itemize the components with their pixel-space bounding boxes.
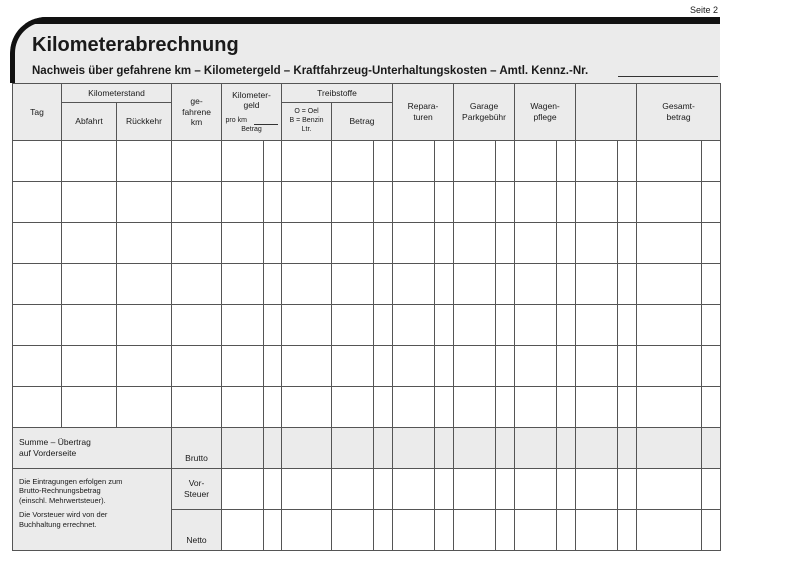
summe-line1: Summe – Übertrag [19,437,91,448]
entry-cell[interactable] [637,305,702,346]
garage-line2: Parkgebühr [462,112,506,122]
entry-cell[interactable] [515,182,557,223]
entry-cell[interactable] [393,182,435,223]
vorsteuer-cell[interactable] [435,469,454,510]
entry-cell[interactable] [282,141,332,182]
table-row [13,387,721,428]
entry-cell[interactable] [374,141,393,182]
entry-cell[interactable] [637,141,702,182]
summe-uebertrag [13,428,172,469]
entry-cell[interactable] [576,387,618,428]
entry-cell[interactable] [435,182,454,223]
vorsteuer-cell[interactable] [454,469,496,510]
entry-cell[interactable] [62,264,117,305]
gefahrene-km-line1: ge- [190,96,203,107]
note1-line2: Brutto-Rechnungsbetrag [19,486,101,496]
entry-cell[interactable] [172,182,222,223]
entry-cell[interactable] [576,264,618,305]
table-row [13,182,721,223]
entry-cell[interactable] [435,141,454,182]
entry-cell[interactable] [332,346,374,387]
kilometergeld-betrag-label: Betrag [241,126,262,134]
entry-cell[interactable] [172,223,222,264]
netto-cell[interactable] [393,510,435,551]
netto-label: Netto [186,535,207,546]
entry-cell[interactable] [496,141,515,182]
entry-cell[interactable] [282,223,332,264]
entry-cell[interactable] [557,346,576,387]
entry-cell[interactable] [393,387,435,428]
entry-cell[interactable] [332,387,374,428]
vorsteuer-line2: Steuer [183,489,210,499]
col-rueckkehr [117,103,172,141]
entry-cell[interactable] [618,264,637,305]
entry-cell[interactable] [172,264,222,305]
treibstoffe-code-benzin: B = Benzin [289,117,324,125]
col-treibstoffe-codes [282,103,332,141]
sum-cell[interactable] [435,428,454,469]
entry-cell[interactable] [117,264,172,305]
entry-cell[interactable] [13,182,62,223]
entry-cell[interactable] [454,346,496,387]
entry-cell[interactable] [62,223,117,264]
col-treibstoffe-label: Treibstoffe [317,87,357,98]
entry-cell[interactable] [393,346,435,387]
entry-cell[interactable] [618,387,637,428]
netto-label-cell [172,510,222,551]
entry-cell[interactable] [282,346,332,387]
entry-cell[interactable] [282,182,332,223]
entry-cell[interactable] [637,264,702,305]
entry-cell[interactable] [222,387,264,428]
treibstoffe-code-ltr: Ltr. [301,125,312,133]
entry-cell[interactable] [222,305,264,346]
entry-cell[interactable] [117,223,172,264]
entry-cell[interactable] [515,387,557,428]
entry-cell[interactable] [62,387,117,428]
header-bar [10,17,720,24]
entry-cell[interactable] [374,305,393,346]
entry-cell[interactable] [332,305,374,346]
entry-cell[interactable] [435,223,454,264]
entry-cell[interactable] [557,305,576,346]
entry-cell[interactable] [117,346,172,387]
netto-cell[interactable] [435,510,454,551]
netto-cell[interactable] [618,510,637,551]
entry-cell[interactable] [264,387,282,428]
netto-cell[interactable] [282,510,332,551]
entry-cell[interactable] [374,223,393,264]
col-wagenpflege [515,84,576,141]
entry-cell[interactable] [222,141,264,182]
entry-cell[interactable] [172,346,222,387]
note1-line3: (einschl. Mehrwertsteuer). [19,495,106,505]
entry-cell[interactable] [515,305,557,346]
entry-cell[interactable] [62,182,117,223]
col-rueckkehr-label: Rückkehr [126,116,162,127]
kilometergeld-line2: geld [243,100,260,111]
entry-cell[interactable] [515,141,557,182]
kilometergeld-line1: Kilometer- [232,89,271,100]
vorsteuer-note [13,469,172,551]
netto-cell[interactable] [222,510,264,551]
entry-cell[interactable] [117,387,172,428]
sum-cell[interactable] [496,428,515,469]
entry-cell[interactable] [282,387,332,428]
col-abfahrt-label: Abfahrt [75,116,103,127]
entry-cell[interactable] [264,264,282,305]
col-tag-label: Tag [30,106,44,117]
entry-cell[interactable] [557,141,576,182]
entry-cell[interactable] [702,305,721,346]
note2-line1: Die Vorsteuer wird von der [19,510,108,520]
entry-cell[interactable] [13,346,62,387]
entry-cell[interactable] [222,223,264,264]
entry-cell[interactable] [576,223,618,264]
page-number: Seite 2 [689,5,718,15]
entry-cell[interactable] [13,223,62,264]
entry-cell[interactable] [222,264,264,305]
entry-cell[interactable] [618,305,637,346]
sum-cell[interactable] [557,428,576,469]
vorsteuer-cell[interactable] [332,469,374,510]
kennzeichen-input[interactable] [618,76,718,77]
kilometer-table [12,83,721,551]
col-tag [13,84,62,141]
garage-line1: Garage [469,101,499,112]
netto-cell[interactable] [515,510,557,551]
col-kilometerstand [62,84,172,103]
sum-cell[interactable] [264,428,282,469]
entry-cell[interactable] [576,346,618,387]
entry-cell[interactable] [618,346,637,387]
table-row [13,305,721,346]
entry-cell[interactable] [557,264,576,305]
sum-cell[interactable] [702,428,721,469]
entry-cell[interactable] [435,305,454,346]
entry-cell[interactable] [515,223,557,264]
netto-cell[interactable] [637,510,702,551]
sum-cell[interactable] [393,428,435,469]
netto-cell[interactable] [576,510,618,551]
brutto-label: Brutto [185,453,208,464]
entry-cell[interactable] [393,141,435,182]
vorsteuer-line1: Vor- [188,478,205,489]
entry-cell[interactable] [454,182,496,223]
entry-cell[interactable] [172,305,222,346]
col-garage [454,84,515,141]
entry-cell[interactable] [435,346,454,387]
entry-cell[interactable] [117,141,172,182]
entry-cell[interactable] [13,387,62,428]
vorsteuer-cell[interactable] [515,469,557,510]
entry-cell[interactable] [702,223,721,264]
vorsteuer-cell[interactable] [496,469,515,510]
entry-cell[interactable] [374,387,393,428]
entry-cell[interactable] [702,387,721,428]
entry-cell[interactable] [393,223,435,264]
vorsteuer-cell[interactable] [576,469,618,510]
entry-cell[interactable] [618,141,637,182]
reparaturen-line2: turen [413,112,433,122]
entry-cell[interactable] [557,182,576,223]
vorsteuer-cell[interactable] [618,469,637,510]
entry-cell[interactable] [454,387,496,428]
sum-cell[interactable] [637,428,702,469]
entry-cell[interactable] [496,346,515,387]
entry-cell[interactable] [637,182,702,223]
sum-cell[interactable] [454,428,496,469]
entry-cell[interactable] [702,346,721,387]
col-gefahrene-km [172,84,222,141]
netto-cell[interactable] [454,510,496,551]
netto-cell[interactable] [557,510,576,551]
entry-cell[interactable] [435,264,454,305]
vorsteuer-label-cell [172,469,222,510]
sum-cell[interactable] [618,428,637,469]
netto-cell[interactable] [332,510,374,551]
vorsteuer-cell[interactable] [264,469,282,510]
entry-cell[interactable] [637,387,702,428]
entry-cell[interactable] [374,182,393,223]
entry-cell[interactable] [702,141,721,182]
entry-cell[interactable] [13,305,62,346]
table-row [13,264,721,305]
sum-cell[interactable] [576,428,618,469]
brutto-label-cell [172,428,222,469]
table-row [13,141,721,182]
entry-cell[interactable] [557,387,576,428]
entry-cell[interactable] [496,305,515,346]
entry-cell[interactable] [515,264,557,305]
gefahrene-km-line3: km [190,117,203,128]
entry-cell[interactable] [264,223,282,264]
note1-line1: Die Eintragungen erfolgen zum [19,477,123,486]
entry-cell[interactable] [576,305,618,346]
entry-cell[interactable] [117,305,172,346]
pro-km-label: pro km [225,117,247,125]
entry-cell[interactable] [637,223,702,264]
col-treibstoffe [282,84,393,103]
vorsteuer-cell[interactable] [222,469,264,510]
sum-cell[interactable] [282,428,332,469]
entry-cell[interactable] [496,182,515,223]
table-row [13,223,721,264]
vorsteuer-cell[interactable] [702,469,721,510]
vorsteuer-cell[interactable] [637,469,702,510]
entry-cell[interactable] [374,264,393,305]
vorsteuer-cell[interactable] [557,469,576,510]
vorsteuer-cell[interactable] [282,469,332,510]
entry-cell[interactable] [222,182,264,223]
entry-cell[interactable] [332,182,374,223]
wagenpflege-line2: pflege [533,112,557,122]
page-subtitle: Nachweis über gefahrene km – Kilometergeld – Kraftfahrzeug-Unterhaltungskosten – Amtl. Kennz.-Nr. [32,65,589,77]
entry-cell[interactable] [264,182,282,223]
treibstoffe-code-oel: O = Oel [294,108,319,116]
entry-cell[interactable] [454,264,496,305]
entry-cell[interactable] [332,264,374,305]
entry-cell[interactable] [576,141,618,182]
entry-cell[interactable] [454,223,496,264]
entry-cell[interactable] [264,141,282,182]
entry-cell[interactable] [702,264,721,305]
entry-cell[interactable] [576,182,618,223]
table-row [13,346,721,387]
entry-cell[interactable] [264,346,282,387]
entry-cell[interactable] [332,223,374,264]
entry-cell[interactable] [282,264,332,305]
entry-cell[interactable] [618,223,637,264]
col-kilometerstand-label: Kilometerstand [88,87,145,98]
entry-cell[interactable] [637,346,702,387]
page-title: Kilometerabrechnung [32,34,239,56]
entry-cell[interactable] [117,182,172,223]
entry-cell[interactable] [222,346,264,387]
entry-cell[interactable] [454,305,496,346]
vorsteuer-cell[interactable] [374,469,393,510]
entry-cell[interactable] [282,305,332,346]
entry-cell[interactable] [435,387,454,428]
pro-km-input[interactable] [254,124,278,125]
sum-cell[interactable] [332,428,374,469]
entry-cell[interactable] [264,305,282,346]
gesamtbetrag-line2: betrag [666,112,691,122]
netto-cell[interactable] [264,510,282,551]
entry-cell[interactable] [332,141,374,182]
sum-cell[interactable] [515,428,557,469]
netto-cell[interactable] [374,510,393,551]
entry-cell[interactable] [496,264,515,305]
entry-cell[interactable] [13,141,62,182]
entry-cell[interactable] [496,387,515,428]
col-reparaturen [393,84,454,141]
note2-line2: Buchhaltung errechnet. [19,519,97,529]
gefahrene-km-line2: fahrene [182,106,211,117]
entry-cell[interactable] [62,141,117,182]
netto-cell[interactable] [702,510,721,551]
wagenpflege-line1: Wagen- [530,101,560,112]
vorsteuer-cell[interactable] [393,469,435,510]
summe-line2: auf Vorderseite [19,448,77,458]
sum-cell[interactable] [374,428,393,469]
sum-cell[interactable] [222,428,264,469]
col-abfahrt [62,103,117,141]
entry-cell[interactable] [393,305,435,346]
col-extra [576,84,637,141]
entry-cell[interactable] [496,223,515,264]
col-kilometergeld [222,84,282,141]
entry-cell[interactable] [172,387,222,428]
entry-cell[interactable] [557,223,576,264]
entry-cell[interactable] [702,182,721,223]
treibstoffe-betrag-label: Betrag [349,116,375,127]
reparaturen-line1: Repara- [407,101,439,112]
entry-cell[interactable] [62,305,117,346]
entry-cell[interactable] [13,264,62,305]
entry-cell[interactable] [454,141,496,182]
entry-cell[interactable] [374,346,393,387]
gesamtbetrag-line1: Gesamt- [662,101,695,112]
entry-cell[interactable] [515,346,557,387]
netto-cell[interactable] [496,510,515,551]
col-treibstoffe-betrag [332,103,393,141]
col-gesamtbetrag [637,84,721,141]
entry-cell[interactable] [393,264,435,305]
entry-cell[interactable] [62,346,117,387]
entry-cell[interactable] [172,141,222,182]
entry-cell[interactable] [618,182,637,223]
